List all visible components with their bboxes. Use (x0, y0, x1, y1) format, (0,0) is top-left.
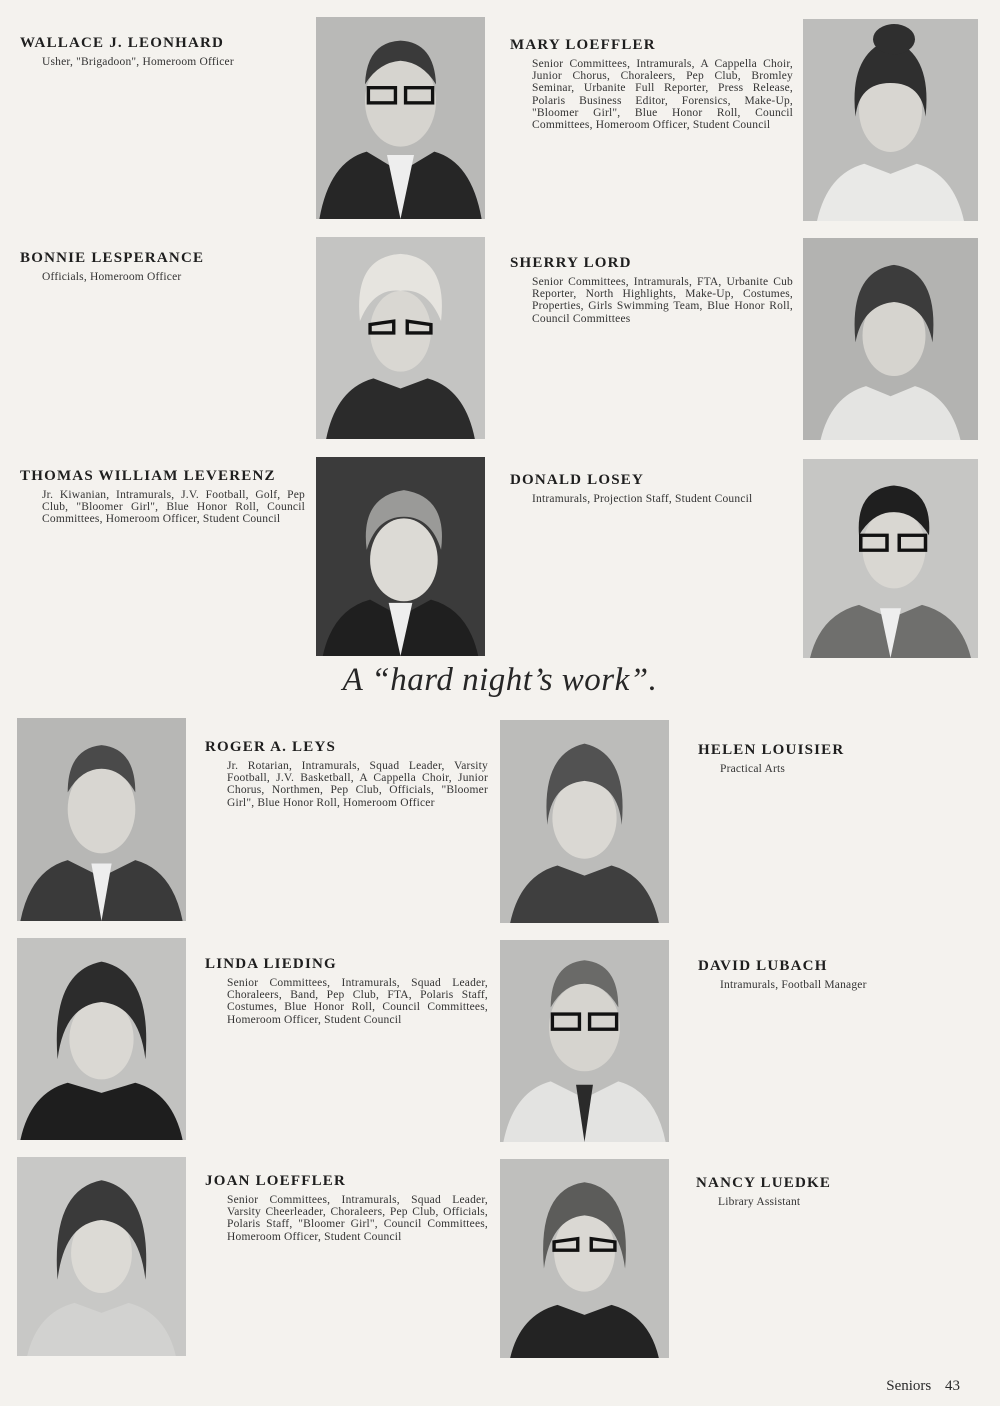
senior-portrait-photo (316, 237, 485, 439)
senior-name: HELEN LOUISIER (698, 742, 845, 758)
senior-name: THOMAS WILLIAM LEVERENZ (20, 468, 276, 484)
senior-entry (20, 250, 305, 283)
senior-entry (510, 472, 793, 505)
senior-entry (205, 956, 488, 1026)
page-footer (876, 1378, 960, 1395)
senior-entry (696, 1175, 936, 1208)
senior-activities: Senior Committees, Intramurals, Squad Leader, Choraleers, Band, Pep Club, FTA, Polaris Staff, Costumes, Blue Honor Roll, Council Committees, Homeroom Officer, Student Council (227, 977, 488, 1026)
senior-portrait-photo (803, 238, 978, 440)
senior-activities: Practical Arts (720, 763, 786, 775)
senior-activities: Jr. Kiwanian, Intramurals, J.V. Football, Golf, Pep Club, "Bloomer Girl", Blue Honor Roll, Council Committees, Homeroom Officer, Student Council (42, 489, 305, 526)
senior-entry (698, 958, 938, 991)
senior-activities: Usher, "Brigadoon", Homeroom Officer (42, 56, 234, 68)
senior-name: JOAN LOEFFLER (205, 1173, 347, 1189)
senior-name: LINDA LIEDING (205, 956, 337, 972)
senior-name: SHERRY LORD (510, 255, 632, 271)
senior-name: DAVID LUBACH (698, 958, 828, 974)
senior-portrait-photo (803, 19, 978, 221)
senior-portrait-photo (500, 940, 669, 1142)
senior-activities: Intramurals, Football Manager (720, 979, 867, 991)
section-label: Seniors (886, 1378, 932, 1394)
senior-entry (20, 468, 305, 526)
senior-activities: Jr. Rotarian, Intramurals, Squad Leader, Varsity Football, J.V. Basketball, A Cappella Choir, Junior Chorus, Northmen, Pep Club, Officials, "Bloomer Girl", Blue Honor Roll, Homeroom Officer (227, 760, 488, 809)
senior-name: DONALD LOSEY (510, 472, 645, 488)
senior-portrait-photo (316, 457, 485, 656)
senior-activities: Senior Committees, Intramurals, A Cappella Choir, Junior Chorus, Choraleers, Pep Club, Bromley Seminar, Urbanite Full Reporter, Press Release, Polaris Business Editor, Forensics, Make-Up, "Bloomer Girl", Blue Honor Roll, Council Committees, Homeroom Officer, Student Council (532, 58, 793, 132)
senior-portrait-photo (500, 1159, 669, 1358)
senior-entry (510, 37, 793, 131)
page-number: 43 (945, 1378, 960, 1394)
senior-portrait-photo (17, 1157, 186, 1356)
senior-portrait-photo (316, 17, 485, 219)
senior-entry (698, 742, 938, 775)
senior-name: BONNIE LESPERANCE (20, 250, 205, 266)
senior-portrait-photo (500, 720, 669, 923)
senior-entry (205, 1173, 488, 1243)
senior-name: WALLACE J. LEONHARD (20, 35, 225, 51)
senior-activities: Senior Committees, Intramurals, Squad Leader, Varsity Cheerleader, Choraleers, Pep Club, Officials, Polaris Staff, "Bloomer Girl", Council Committees, Homeroom Officer, Student Council (227, 1194, 488, 1243)
senior-entry (205, 739, 488, 809)
senior-activities: Senior Committees, Intramurals, FTA, Urbanite Cub Reporter, North Highlights, Make-Up, Costumes, Properties, Girls Swimming Team, Blue Honor Roll, Council Committees (532, 276, 793, 325)
senior-entry (510, 255, 793, 325)
senior-name: NANCY LUEDKE (696, 1175, 832, 1191)
senior-activities: Officials, Homeroom Officer (42, 271, 182, 283)
senior-activities: Intramurals, Projection Staff, Student Council (532, 493, 753, 505)
senior-portrait-photo (17, 938, 186, 1140)
senior-name: MARY LOEFFLER (510, 37, 656, 53)
senior-entry (20, 35, 305, 68)
photo-caption: A “hard night’s work”. (342, 662, 658, 698)
senior-activities: Library Assistant (718, 1196, 801, 1208)
senior-name: ROGER A. LEYS (205, 739, 337, 755)
senior-portrait-photo (803, 459, 978, 658)
senior-portrait-photo (17, 718, 186, 921)
